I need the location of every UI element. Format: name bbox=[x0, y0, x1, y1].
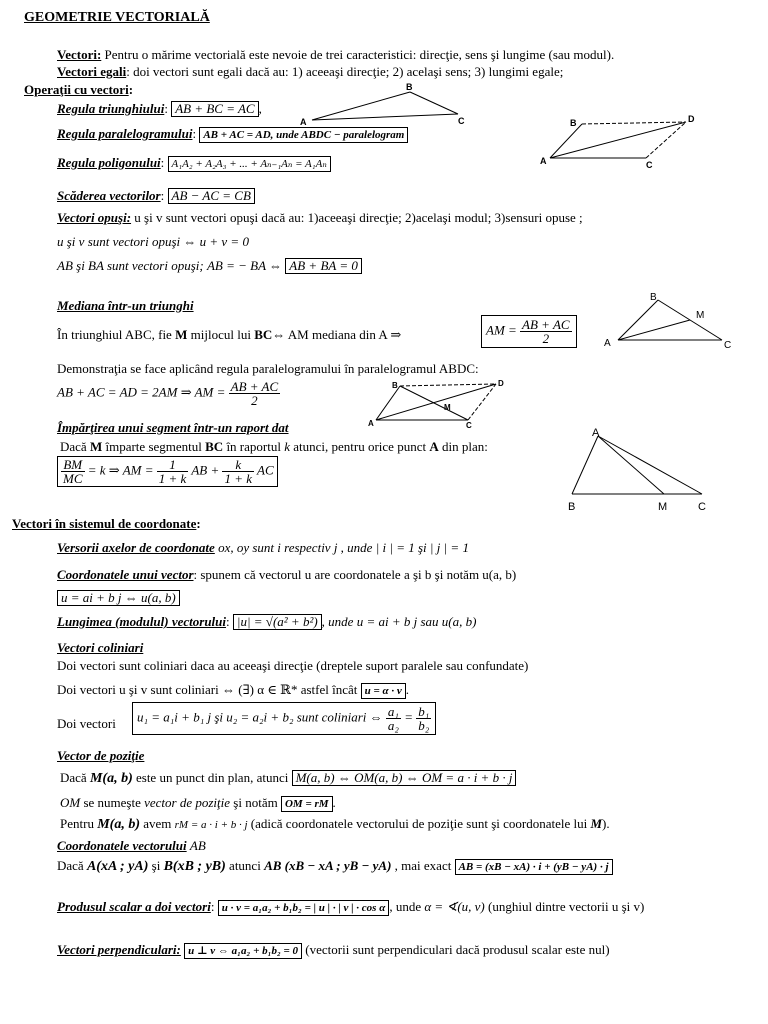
scalar-text2: (unghiul dintre vectorii u şi v) bbox=[484, 899, 645, 914]
d4-label-a: A bbox=[368, 419, 374, 428]
mediana-formula-lhs: AM = bbox=[486, 322, 517, 338]
d2-label-c: C bbox=[646, 160, 653, 170]
coliniari-formula bbox=[132, 702, 436, 735]
d2-label-a: A bbox=[540, 156, 547, 166]
mediana-text1: În triunghiul ABC, fie bbox=[57, 327, 176, 342]
scalar-text1: , unde bbox=[389, 899, 425, 914]
imp-k: k bbox=[284, 439, 290, 454]
triunghi-formula: AB + BC = AC bbox=[171, 101, 258, 117]
d3-label-c: C bbox=[724, 340, 732, 351]
imp-m: M bbox=[89, 439, 103, 454]
coord-heading-colon: : bbox=[196, 516, 201, 531]
poz-text3f: ). bbox=[602, 816, 610, 831]
diagram-parallelogram-median bbox=[368, 378, 518, 428]
poz-formula2: OM = rM bbox=[281, 796, 333, 812]
vectori-egali-definition bbox=[57, 64, 563, 79]
demo-formula-text: AB + AC = AD = 2AM ⇒ AM = bbox=[57, 384, 226, 400]
opusi-line3c: AB + BA = 0 bbox=[285, 258, 362, 274]
poz-text3d: (adică coordonatele vectorului de poziţie sunt şi coordonatele lui bbox=[247, 816, 591, 831]
imp-text5: din plan: bbox=[438, 439, 488, 454]
regula-paralelogramului-row: Regula paralelogramului: AB + AC = AD, unde ABDC − paralelogram bbox=[57, 126, 408, 143]
d5-label-b: B bbox=[568, 501, 576, 513]
d5-label-c: C bbox=[698, 501, 706, 513]
triunghi-label: Regula triunghiului bbox=[57, 101, 165, 116]
imp-a: A bbox=[429, 439, 439, 454]
poz-m: M(a, b) bbox=[89, 771, 133, 786]
perp-text: (vectorii sunt perpendiculari dacă produsul scalar este nul) bbox=[302, 942, 610, 957]
coordvec-heading bbox=[57, 838, 206, 853]
coordvec-label: Coordonatele vectorului bbox=[57, 838, 187, 853]
paralelogram-formula: AB + AC = AD, unde ABDC − paralelogram bbox=[199, 127, 408, 143]
diagram-median bbox=[600, 290, 750, 355]
poligon-label: Regula poligonului bbox=[57, 155, 161, 170]
vectori-definition bbox=[57, 47, 614, 62]
poz-text2c: vector de poziţie bbox=[144, 795, 231, 810]
coord-formula-row bbox=[57, 590, 180, 606]
poz-text2d: şi notăm bbox=[230, 795, 278, 810]
imp-ab: AB + bbox=[191, 462, 220, 478]
coliniari-text1: Doi vectori sunt coliniari daca au aceeaşi direcţie (dreptele suport paralele sau confundate) bbox=[57, 658, 529, 673]
scadere-label: Scăderea vectorilor bbox=[57, 188, 161, 203]
d3-label-a: A bbox=[604, 338, 611, 349]
opusi-line3b: AB = − BA ⇔ bbox=[206, 258, 283, 273]
egali-label: Vectori egali bbox=[57, 64, 127, 79]
vectori-label: Vectori: bbox=[57, 47, 102, 62]
coord-heading-text: Vectori în sistemul de coordonate bbox=[12, 516, 197, 531]
vectori-text: Pentru o mărime vectorială este nevoie de trei caracteristici: direcţie, sens şi lungime (sau modul). bbox=[101, 47, 615, 62]
cv-and: şi bbox=[148, 858, 164, 873]
cv-text3: , mai exact bbox=[391, 858, 452, 873]
coord-vector-row bbox=[57, 567, 516, 582]
impartire-heading: Împărţirea unui segment într-un raport dat bbox=[57, 420, 289, 435]
versori-row bbox=[57, 540, 469, 555]
diagram-segment-ratio bbox=[560, 428, 720, 516]
scalar-row: Produsul scalar a doi vectori: u · v = a₁a₂ + b₁b₂ = | u | · | v | · cos α , unde α = ∢(u, v) (unghiul dintre vectorii u şi v) bbox=[57, 899, 645, 914]
colin-eq: = bbox=[404, 709, 413, 725]
mediana-m: M bbox=[175, 327, 188, 342]
imp-text3: în raportul bbox=[223, 439, 285, 454]
colin-text2a: Doi vectori u şi v sunt coliniari ⇔ (∃) α ∈ ℝ* astfel încât bbox=[57, 682, 358, 697]
d5-label-a: A bbox=[592, 427, 600, 439]
scalar-alpha: α = ∢(u, v) bbox=[424, 899, 485, 914]
diagram-parallelogram-rule bbox=[540, 112, 710, 170]
mediana-text bbox=[57, 327, 401, 342]
coord-text: : spunem că vectorul u are coordonatele a şi b şi notăm u(a, b) bbox=[193, 567, 517, 582]
d4-label-c: C bbox=[466, 421, 472, 430]
opusi-row bbox=[57, 210, 583, 225]
pozitie-heading: Vector de poziţie bbox=[57, 748, 145, 763]
cv-formula: AB = (xB − xA) · i + (yB − yA) · j bbox=[455, 859, 613, 875]
colin-frac-a bbox=[386, 705, 401, 732]
imp-kk: k bbox=[222, 458, 254, 472]
imp-den2: 1 + k bbox=[224, 471, 253, 486]
impartire-formula bbox=[57, 456, 278, 487]
scadere-row: Scăderea vectorilor: AB − AC = CB bbox=[57, 188, 255, 204]
imp-den1: 1 + k bbox=[158, 471, 187, 486]
imp-ac: AC bbox=[257, 462, 274, 478]
mediana-text2: mijlocul lui bbox=[187, 327, 255, 342]
coordvec-row bbox=[57, 858, 613, 875]
d5-label-m: M bbox=[658, 501, 668, 513]
lungime-text: , unde u = ai + b j sau u(a, b) bbox=[321, 614, 477, 629]
imp-frac3 bbox=[222, 458, 254, 485]
imp-text4: atunci, pentru orice punct bbox=[289, 439, 430, 454]
coord-formula: u = ai + b j ⇔ u(a, b) bbox=[57, 590, 180, 606]
coliniari-text2: Doi vectori u şi v sunt coliniari ⇔ (∃) α ∈ ℝ* astfel încât u = α · v . bbox=[57, 682, 409, 697]
opusi-text: u şi v sunt vectori opuşi dacă au: 1)aceeaşi direcţie; 2)acelaşi modul; 3)sensuri opuse ; bbox=[131, 210, 583, 225]
mediana-num: AB + AC bbox=[522, 317, 570, 332]
coordonate-heading bbox=[12, 516, 201, 531]
poz-text3a: Pentru bbox=[60, 816, 98, 831]
scalar-formula: u · v = a₁a₂ + b₁b₂ = | u | · | v | · cos α bbox=[218, 900, 390, 916]
d3-label-m: M bbox=[696, 310, 705, 321]
colin-formula: u₁ = a₁i + b₁ j şi u₂ = a₂i + b₂ sunt coliniari ⇔ bbox=[137, 709, 383, 725]
imp-frac1 bbox=[61, 458, 85, 485]
operatii-heading-text: Operaţii cu vectori bbox=[24, 82, 129, 97]
colin-b1: b₁ bbox=[418, 704, 430, 719]
lungime-formula: |u| = √(a² + b²) bbox=[233, 614, 322, 630]
poz-text2a: OM bbox=[60, 795, 81, 810]
perp-label: Vectori perpendiculari: bbox=[57, 942, 181, 957]
demo-num: AB + AC bbox=[230, 379, 279, 394]
poz-text3b: avem bbox=[139, 816, 175, 831]
versori-text: ox, oy sunt i respectiv j , unde | i | = 1 şi | j | = 1 bbox=[214, 540, 469, 555]
pozitie-row1 bbox=[60, 770, 516, 786]
coliniari-heading: Vectori coliniari bbox=[57, 640, 144, 655]
operatii-heading bbox=[24, 82, 133, 97]
egali-text: : doi vectori sunt egali dacă au: 1) aceeaşi direcţie; 2) acelaşi sens; 3) lungimi egale; bbox=[126, 64, 564, 79]
imp-mc: MC bbox=[63, 471, 83, 486]
lungime-label: Lungimea (modulul) vectorului bbox=[57, 614, 227, 629]
imp-mid: = k ⇒ AM = bbox=[87, 462, 154, 478]
opusi-line3 bbox=[57, 258, 362, 274]
mediana-demo: Demonstraţia se face aplicând regula paralelogramului în paralelogramul ABDC: bbox=[57, 361, 479, 376]
d2-label-b: B bbox=[570, 118, 577, 128]
scalar-label: Produsul scalar a doi vectori bbox=[57, 899, 211, 914]
colin-a2: a₂ bbox=[387, 718, 399, 733]
imp-bm: BM bbox=[61, 458, 85, 472]
poz-text3c: rM = a · i + b · j bbox=[174, 819, 248, 831]
imp-bc: BC bbox=[205, 439, 224, 454]
demo-den: 2 bbox=[251, 393, 258, 408]
mediana-formula-box bbox=[481, 315, 577, 348]
page-title: GEOMETRIE VECTORIALĂ bbox=[24, 10, 210, 25]
cv-text2: atunci bbox=[225, 858, 265, 873]
d1-label-b: B bbox=[406, 82, 413, 92]
scadere-formula: AB − AC = CB bbox=[168, 188, 255, 204]
d1-label-a: A bbox=[300, 117, 307, 127]
d2-label-d: D bbox=[688, 114, 695, 124]
pozitie-row2: OM se numeşte vector de poziţie şi notăm OM = rM . bbox=[60, 795, 336, 810]
perp-formula: u ⊥ v ⇔ a₁a₂ + b₁b₂ = 0 bbox=[184, 943, 302, 959]
colin-frac-b bbox=[416, 705, 431, 732]
colin-text2b: u = α · v bbox=[361, 683, 406, 699]
poligon-formula: A₁A₂ + A₂A₃ + ... + Aₙ₋₁Aₙ = A₁Aₙ bbox=[168, 156, 331, 172]
versori-label: Versorii axelor de coordonate bbox=[57, 540, 215, 555]
impartire-text bbox=[60, 439, 488, 454]
regula-triunghiului-row: Regula triunghiului: AB + BC = AC , bbox=[57, 101, 262, 116]
poz-m2: M(a, b) bbox=[97, 817, 140, 832]
d4-label-b: B bbox=[392, 381, 398, 390]
mediana-text3: ⇔ AM mediana din A ⇒ bbox=[272, 327, 402, 342]
demo-fraction bbox=[229, 380, 281, 407]
imp-text2: împarte segmentul bbox=[102, 439, 206, 454]
opusi-line3a: AB şi BA sunt vectori opuşi; bbox=[57, 258, 204, 273]
colin-b2: b₂ bbox=[418, 718, 430, 733]
coliniari-text3: Doi vectori bbox=[57, 716, 116, 731]
coord-label: Coordonatele unui vector bbox=[57, 567, 194, 582]
mediana-heading: Mediana într-un triunghi bbox=[57, 298, 194, 313]
mediana-fraction bbox=[520, 318, 572, 345]
pozitie-row3 bbox=[60, 816, 610, 833]
lungime-row: Lungimea (modulul) vectorului: |u| = √(a² + b²) , unde u = ai + b j sau u(a, b) bbox=[57, 614, 477, 629]
paralelogram-label: Regula paralelogramului bbox=[57, 126, 193, 141]
opusi-line2: u şi v sunt vectori opuşi ⇔ u + v = 0 bbox=[57, 234, 249, 249]
d1-label-c: C bbox=[458, 116, 465, 126]
imp-text1: Dacă bbox=[60, 439, 90, 454]
imp-frac2 bbox=[157, 458, 189, 485]
cv-b: B(xB ; yB) bbox=[163, 859, 226, 874]
d4-label-d: D bbox=[498, 379, 504, 388]
mediana-den: 2 bbox=[542, 331, 550, 346]
poz-text1a: Dacă bbox=[60, 770, 90, 785]
coordvec-ab: AB bbox=[189, 838, 206, 853]
cv-a: A(xA ; yA) bbox=[86, 859, 149, 874]
poz-text2b: se numeşte bbox=[80, 795, 145, 810]
d3-label-b: B bbox=[650, 292, 657, 303]
diagram-triangle-rule bbox=[300, 82, 480, 127]
cv-ab: AB (xB − xA ; yB − yA) bbox=[264, 858, 392, 873]
imp-one: 1 bbox=[157, 458, 189, 472]
mediana-demo-formula bbox=[57, 380, 280, 407]
colin-a1: a₁ bbox=[387, 704, 399, 719]
opusi-label: Vectori opuşi: bbox=[57, 210, 132, 225]
d4-label-m: M bbox=[444, 403, 451, 412]
perp-row bbox=[57, 942, 610, 959]
operatii-colon: : bbox=[128, 82, 134, 97]
cv-text1: Dacă bbox=[57, 858, 87, 873]
regula-poligonului-row: Regula poligonului: A₁A₂ + A₂A₃ + ... + Aₙ₋₁Aₙ = A₁Aₙ bbox=[57, 155, 331, 172]
poz-text1b: este un punct din plan, atunci bbox=[132, 770, 289, 785]
poz-formula: M(a, b) ⇔ OM(a, b) ⇔ OM = a · i + b · j bbox=[292, 770, 517, 786]
poz-text3e: M bbox=[590, 816, 603, 831]
mediana-bc: BC bbox=[254, 327, 273, 342]
